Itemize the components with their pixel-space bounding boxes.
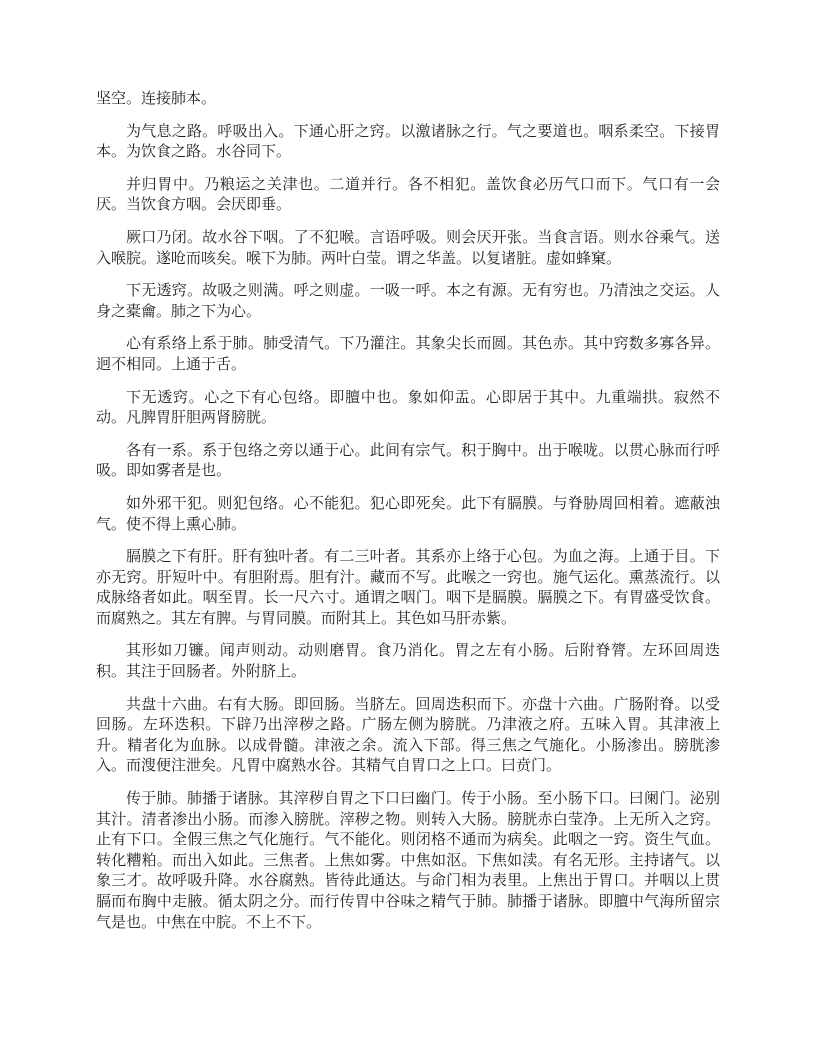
paragraph: 并归胃中。乃粮运之关津也。二道并行。各不相犯。盖饮食必历气口而下。气口有一会厌。当饮食方咽。会厌即垂。 [96,174,720,214]
paragraph: 各有一系。系于包络之旁以通于心。此间有宗气。积于胸中。出于喉咙。以贯心脉而行呼吸。即如雾者是也。 [96,440,720,480]
paragraph: 下无透窍。故吸之则满。呼之则虚。一吸一呼。本之有源。无有穷也。乃清浊之交运。人身之橐龠。肺之下为心。 [96,281,720,320]
paragraph: 如外邪干犯。则犯包络。心不能犯。犯心即死矣。此下有膈膜。与脊胁周回相着。遮蔽浊气。使不得上熏心肺。 [96,493,720,533]
paragraph: 下无透窍。心之下有心包络。即膻中也。象如仰盂。心即居于其中。九重端拱。寂然不动。凡脾胃肝胆两肾膀胱。 [96,387,720,427]
paragraph: 心有系络上系于肺。肺受清气。下乃灌注。其象尖长而圆。其色赤。其中窍数多寡各异。迥不相同。上通于舌。 [96,334,720,373]
paragraph: 坚空。连接肺本。 [96,89,217,107]
paragraph: 共盘十六曲。右有大肠。即回肠。当脐左。回周迭积而下。亦盘十六曲。广肠附脊。以受回肠。左环迭积。下辟乃出滓秽之路。广肠左侧为膀胱。乃津液之府。五味入胃。其津液上升。精者化为血脉。以成骨髓。津液之余。流入下部。得三焦之气施化。小肠渗出。膀胱渗入。而溲便注泄矣。凡胃中腐熟水谷。其精气自胃口之上口。曰贲门。 [96,694,720,775]
paragraph: 厥口乃闭。故水谷下咽。了不犯喉。言语呼吸。则会厌开张。当食言语。则水谷乘气。送入喉脘。遂呛而咳矣。喉下为肺。两叶白莹。谓之华盖。以复诸脏。虚如蜂窠。 [96,227,720,267]
paragraph: 其形如刀镰。闻声则动。动则磨胃。食乃消化。胃之左有小肠。后附脊膂。左环回周迭积。其注于回肠者。外附脐上。 [96,641,720,681]
paragraph: 为气息之路。呼吸出入。下通心肝之窍。以激诸脉之行。气之要道也。咽系柔空。下接胃本。为饮食之路。水谷同下。 [96,121,720,161]
paragraph: 传于肺。肺播于诸脉。其滓秽自胃之下口曰幽门。传于小肠。至小肠下口。曰阑门。泌别其汁。清者渗出小肠。而渗入膀胱。滓秽之物。则转入大肠。膀胱赤白莹净。上无所入之窍。止有下口。全假三焦之气化施行。气不能化。则闭格不通而为病矣。此咽之一窍。资生气血。转化糟粕。而出入如此。三焦者。上焦如雾。中焦如沤。下焦如渎。有名无形。主持诸气。以象三才。故呼吸升降。水谷腐熟。皆待此通达。与命门相为表里。上焦出于胃口。并咽以上贯膈而布胸中走腋。循太阴之分。而行传胃中谷味之精气于肺。肺播于诸脉。即膻中气海所留宗气是也。中焦在中脘。不上不下。 [96,789,720,931]
paragraph: 膈膜之下有肝。肝有独叶者。有二三叶者。其系亦上络于心包。为血之海。上通于目。下亦无窍。肝短叶中。有胆附焉。胆有汁。藏而不写。此喉之一窍也。施气运化。熏蒸流行。以成脉络者如此。咽至胃。长一尺六寸。通谓之咽门。咽下是膈膜。膈膜之下。有胃盛受饮食。而腐熟之。其左有脾。与胃同膜。而附其上。其色如马肝赤紫。 [96,547,720,627]
